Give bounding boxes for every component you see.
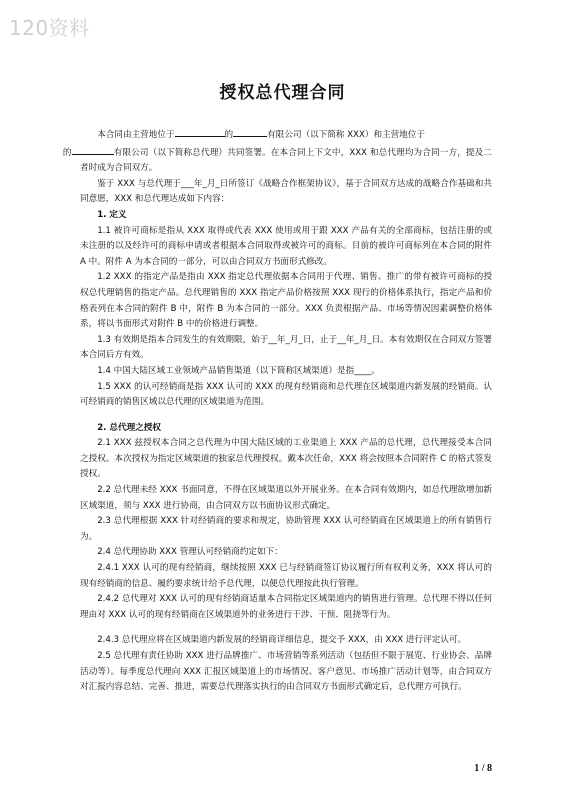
- clause-paragraph: 2.2 总代理未经 XXX 书面同意，不得在区域渠道以外开展业务。在本合同有效期内，如总代理欲增加新区域渠道，须与 XXX 进行协商，由合同双方以书面协议形式确定。: [80, 485, 492, 511]
- intro-text: 有限公司（以下简称 XXX）和主营地位于: [267, 130, 426, 140]
- spacer: [80, 623, 492, 633]
- clause-paragraph: 1.3 有效期是指本合同发生的有效期限，始于__年_月_日，止于__年_月_日。本有效期仅在合同双方签署本合同后方有效。: [80, 334, 492, 361]
- contract-body: [62, 126, 492, 696]
- watermark: 120资料: [9, 16, 90, 40]
- clause-paragraph: 1.4 中国大陆区域工业领域产品销售渠道（以下简称区域渠道）是指____。: [97, 365, 380, 376]
- section-heading: 2. 总代理之授权: [97, 422, 161, 433]
- clause-paragraph: 2.1 XXX 兹授权本合同之总代理为中国大陆区域的工业渠道上 XXX 产品的总代理，总代理接受本合同之授权。本次授权为指定区域渠道的独家总代理授权。戴本次任命，XXX 将会按照本合同附件 C 的格式签发授权。: [80, 438, 492, 480]
- spacer: [80, 411, 492, 421]
- clause-paragraph: 2.4.2 总代理对 XXX 认可的现有经销商适量本合同指定区域渠道内的销售进行管理。总代理不得以任何理由对 XXX 认可的现有经销商在区域渠道外的业务进行干涉、干预、阻挠等行为。: [80, 594, 492, 620]
- blank-field: [72, 144, 114, 155]
- blank-field: [175, 126, 225, 137]
- clause-paragraph: 2.4.1 XXX 认可的现有经销商，继续按照 XXX 已与经销商签订协议履行所有权利义务，XXX 将认可的现有经销商的信息、履约要求统计给予总代理，以便总代理按此执行管理。: [80, 563, 492, 589]
- clause-paragraph: 2.4.3 总代理应将在区域渠道内新发展的经销商详细信息，提交予 XXX，由 XXX 进行评定认可。: [97, 635, 467, 646]
- section-heading: 1. 定义: [97, 209, 127, 220]
- blank-field: [233, 126, 267, 137]
- clause-paragraph: 2.4 总代理协助 XXX 管理认可经销商约定如下：: [97, 547, 283, 558]
- intro-text: 的: [224, 130, 234, 140]
- intro-text: 有限公司（以下简称总代理）共同签署。在本合同上下文中，XXX 和总代理均为合同一方，提及二者时成为合同双方。: [80, 147, 492, 174]
- intro-paragraph: 鉴于 XXX 与总代理于___年_月_日所签订《战略合作框架协议》，基于合同双方达成的战略合作基础和共同意愿，XXX 和总代理达成如下内容：: [80, 178, 492, 205]
- intro-text: 的: [62, 147, 72, 158]
- document-title: 授权总代理合同: [219, 83, 346, 103]
- clause-paragraph: 1.2 XXX 的指定产品是指由 XXX 指定总代理依据本合同用于代理、销售、推广的带有被许可商标的授权总代理销售的指定产品。总代理销售的 XXX 指定产品价格按照 XXX 现行的价格体系执行，指定产品和价格表列在本合同的附件 B 中，附件 B 为本合同的一部分。XXX 负责根据产品、市场等情况因素调整价格体系，将以书面形式对附件 B 中的价格进行调整。: [80, 272, 492, 330]
- clause-paragraph: 2.3 总代理根据 XXX 针对经销商的要求和规定，协助管理 XXX 认可经销商在区域渠道上的所有销售行为。: [80, 516, 492, 542]
- page-number: 1 / 8: [474, 763, 492, 774]
- intro-text: 本合同由主营地位于: [97, 130, 175, 140]
- clause-paragraph: 1.1 被许可商标是指从 XXX 取得或代表 XXX 使用或用于跟 XXX 产品有关的全部商标，包括注册的或未注册的以及经许可的商标申请或者根据本合同取得或被许可的商标。目前的被许可商标列在本合同的附件 A 中。附件 A 为本合同的一部分，可以由合同双方书面形式修改。: [80, 225, 492, 267]
- clause-paragraph: 2.5 总代理有责任协助 XXX 进行品牌推广、市场营销等系列活动（包括但不限于展览、行业协会、品牌活动等）。每季度总代理向 XXX 汇报区域渠道上的市场情况、客户意见、市场推广活动计划等，由合同双方对汇报内容总结、完善、推进，需要总代理落实执行的由合同双方书面形式确定后，总代理方可执行。: [80, 651, 492, 693]
- clause-paragraph: 1.5 XXX 的认可经销商是指 XXX 认可的 XXX 的现有经销商和总代理在区域渠道内新发展的经销商。认可经销商的销售区域以总代理的区域渠道为范围。: [80, 381, 492, 408]
- intro-paragraph: [62, 126, 492, 177]
